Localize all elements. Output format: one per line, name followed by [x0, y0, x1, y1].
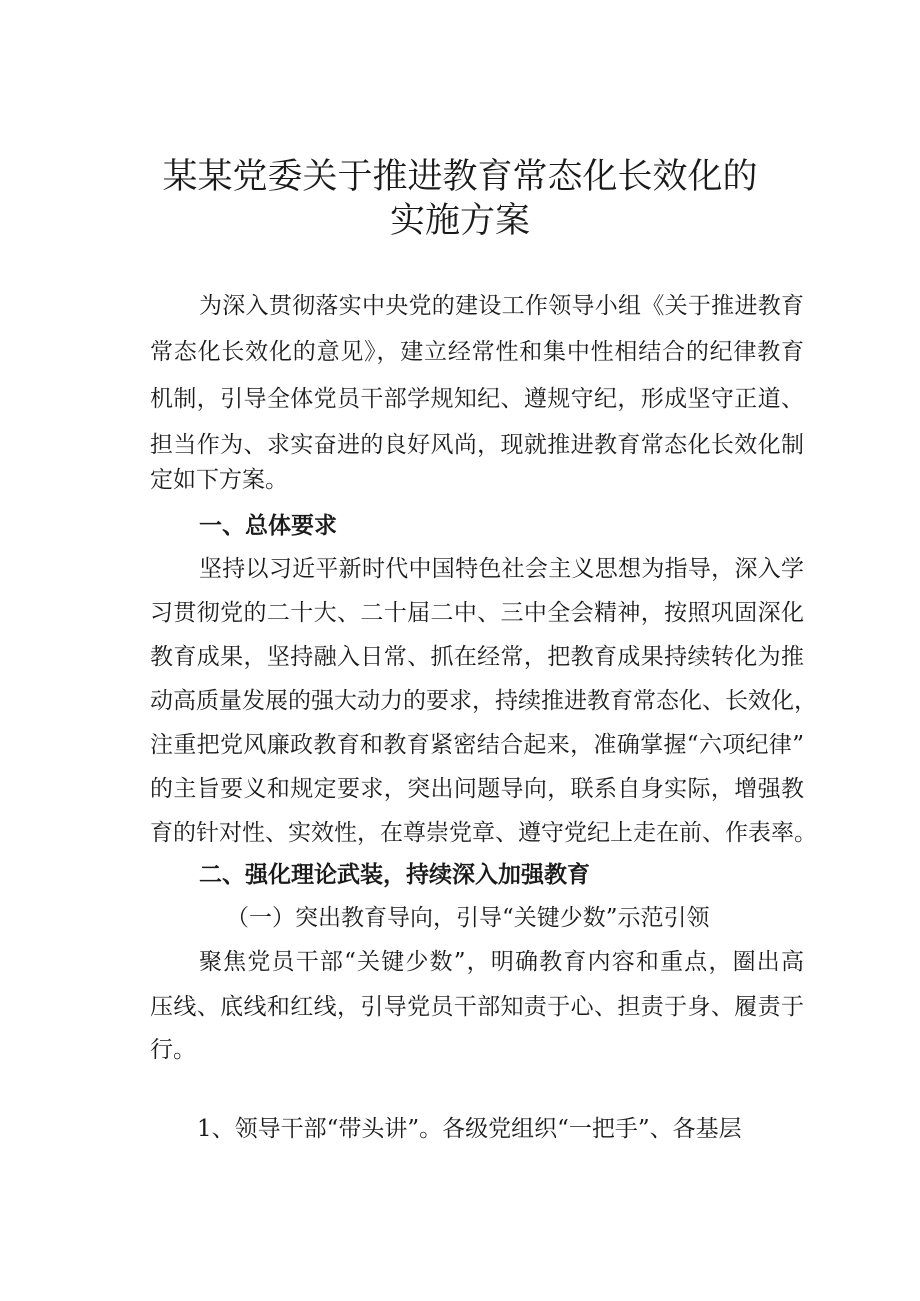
section-1-line-3: 教育成果，坚持融入日常、抓在经常，把教育成果持续转化为推 — [150, 644, 804, 670]
subsection-1-line-3: 行。 — [150, 1037, 196, 1063]
section-2-heading: 二、强化理论武装，持续深入加强教育 — [199, 862, 590, 888]
section-1-line-4: 动高质量发展的强大动力的要求，持续推进教育常态化、长效化， — [150, 688, 817, 714]
subsection-1-line-1: 聚焦党员干部“关键少数”，明确教育内容和重点，圈出高 — [199, 949, 804, 975]
item-1-line-1: 1、领导干部“带头讲”。各级党组织“一把手”、各基层 — [197, 1116, 742, 1142]
section-1-heading: 一、总体要求 — [199, 513, 337, 539]
intro-line-5: 定如下方案。 — [150, 467, 288, 493]
intro-line-2: 常态化长效化的意见》，建立经常性和集中性相结合的纪律教育 — [150, 339, 804, 365]
intro-line-1: 为深入贯彻落实中央党的建设工作领导小组《关于推进教育 — [199, 293, 804, 319]
section-1-line-6: 的主旨要义和规定要求，突出问题导向，联系自身实际，增强教 — [150, 776, 804, 802]
section-1-line-7: 育的针对性、实效性，在尊崇党章、遵守党纪上走在前、作表率。 — [150, 820, 817, 846]
section-1-line-1: 坚持以习近平新时代中国特色社会主义思想为指导，深入学 — [199, 556, 804, 582]
document-title-line-2: 实施方案 — [389, 201, 530, 241]
intro-line-3: 机制，引导全体党员干部学规知纪、遵规守纪，形成坚守正道、 — [150, 386, 804, 412]
subsection-1-line-2: 压线、底线和红线，引导党员干部知责于心、担责于身、履责于 — [150, 994, 804, 1020]
document-title-line-1: 某某党委关于推进教育常态化长效化的 — [162, 157, 758, 197]
intro-line-4: 担当作为、求实奋进的良好风尚，现就推进教育常态化长效化制 — [150, 432, 804, 458]
subsection-1-heading: （一）突出教育导向，引导“关键少数”示范引领 — [226, 905, 710, 931]
section-1-line-5: 注重把党风廉政教育和教育紧密结合起来，准确掌握“六项纪律” — [150, 732, 804, 758]
section-1-line-2: 习贯彻党的二十大、二十届二中、三中全会精神，按照巩固深化 — [150, 600, 804, 626]
